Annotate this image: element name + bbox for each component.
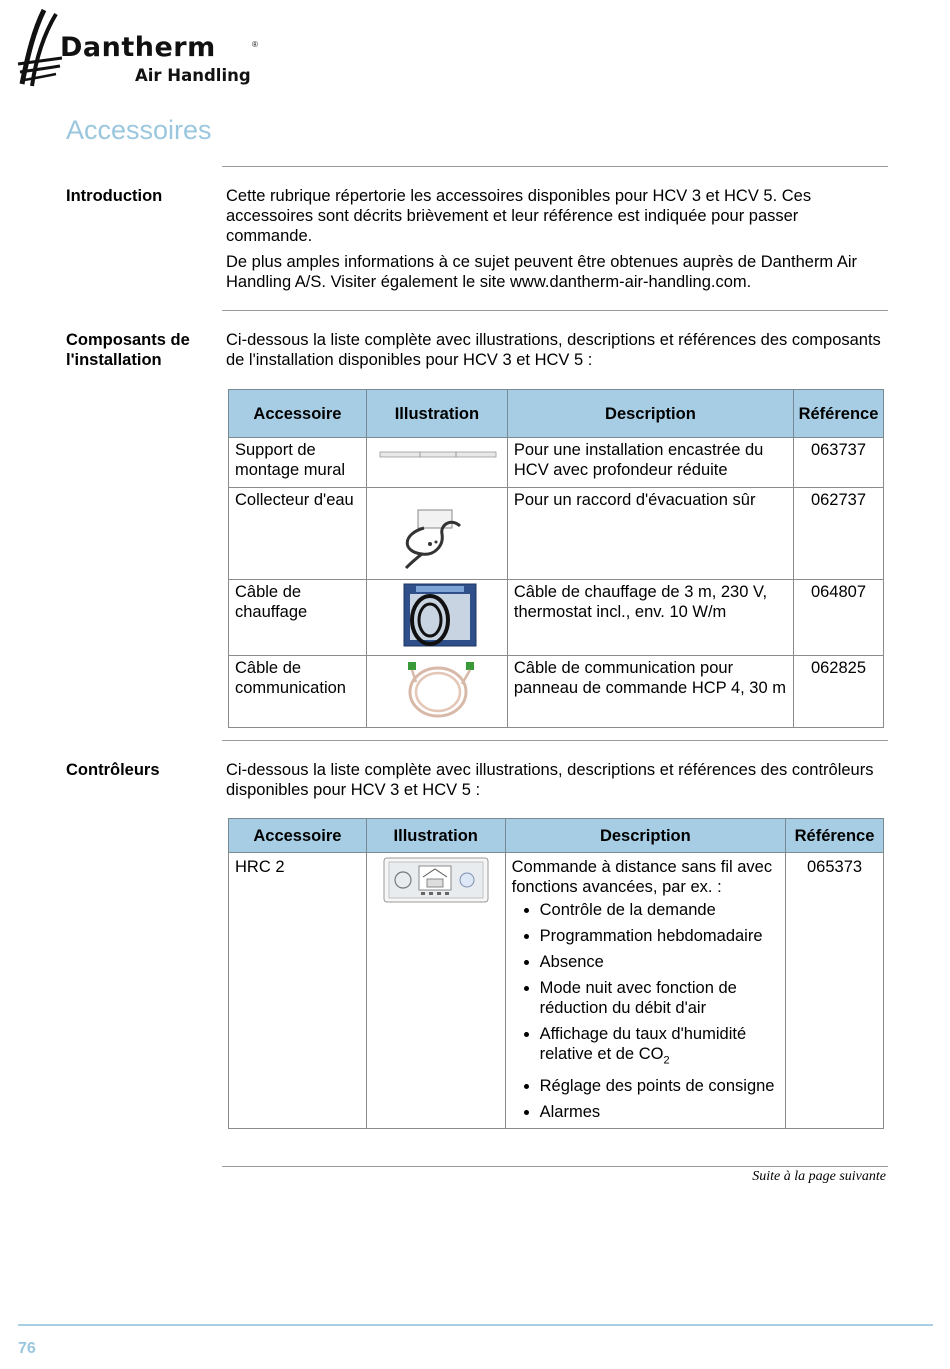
list-item: • Réglage des points de consigne: [540, 1076, 779, 1096]
accessory-cell: Support de montage mural: [229, 438, 367, 488]
intro-heading: Introduction: [66, 187, 163, 205]
list-item: • Contrôle de la demande: [540, 900, 779, 920]
description-cell: Câble de communication pour panneau de commande HCP 4, 30 m: [507, 656, 793, 728]
col-header-accessory: Accessoire: [229, 390, 367, 438]
hrc2-illustration: [366, 853, 505, 1129]
logo-subtitle: Air Handling: [135, 66, 251, 85]
list-item: • Mode nuit avec fonction de réduction du débit d'air: [540, 978, 779, 1018]
table-row: [229, 580, 884, 656]
wall-bracket-illustration: [366, 438, 507, 488]
col-header-illustration: Illustration: [366, 390, 507, 438]
footer-divider: [18, 1324, 933, 1326]
table-row: [229, 853, 884, 1129]
section-divider: [222, 166, 888, 167]
accessory-cell: Câble de chauffage: [229, 580, 367, 656]
continued-note: Suite à la page suivante: [752, 1169, 886, 1184]
co2-subscript: 2: [663, 1054, 670, 1067]
col-header-accessory: Accessoire: [229, 819, 367, 853]
feature-list: [512, 900, 779, 1122]
communication-cable-image: [372, 656, 502, 722]
col-header-description: Description: [505, 819, 785, 853]
controllers-heading: Contrôleurs: [66, 761, 160, 779]
accessory-cell: Collecteur d'eau: [229, 488, 367, 580]
communication-cable-illustration: [366, 656, 507, 728]
page-title: Accessoires: [66, 115, 212, 145]
list-item: • Programmation hebdomadaire: [540, 926, 779, 946]
table-row: [229, 656, 884, 728]
intro-paragraph-2: De plus amples informations à ce sujet peuvent être obtenues auprès de Dantherm Air Handling A/S. Visiter également le site www.dantherm-air-handling.com.: [226, 253, 858, 291]
heating-cable-image: [372, 580, 502, 650]
install-heading: Composants de l'installation: [66, 331, 190, 369]
controllers-text: [226, 760, 886, 806]
dantherm-logo: [14, 6, 264, 90]
intro-text: [226, 186, 886, 298]
list-item: • Alarmes: [540, 1102, 779, 1122]
col-header-reference: Référence: [793, 390, 883, 438]
logo-wordmark: Dantherm: [60, 32, 216, 63]
controllers-intro: Ci-dessous la liste complète avec illustrations, descriptions et références des contrôleurs disponibles pour HCV 3 et HCV 5 :: [226, 761, 874, 799]
list-item: [540, 1024, 779, 1070]
feature-text: Affichage du taux d'humidité relative et de CO: [539, 1025, 747, 1063]
reference-cell: 062825: [793, 656, 883, 728]
table-row: [229, 488, 884, 580]
accessory-cell: Câble de communication: [229, 656, 367, 728]
description-cell: Pour une installation encastrée du HCV avec profondeur réduite: [507, 438, 793, 488]
hrc2-controller-image: [383, 857, 489, 903]
wall-bracket-image: [372, 438, 502, 478]
description-cell: Pour un raccord d'évacuation sûr: [507, 488, 793, 580]
hrc2-description: Commande à distance sans fil avec fonctions avancées, par ex. :: [511, 858, 773, 896]
col-header-description: Description: [507, 390, 793, 438]
controllers-table: [228, 818, 884, 1129]
install-text: [226, 330, 886, 376]
col-header-reference: Référence: [786, 819, 884, 853]
install-intro: Ci-dessous la liste complète avec illustrations, descriptions et références des composants de l'installation disponibles pour HCV 3 et HCV 5 :: [226, 331, 881, 369]
section-divider: [222, 310, 888, 311]
table-row: [229, 438, 884, 488]
accessory-cell: HRC 2: [229, 853, 367, 1129]
section-divider: [222, 740, 888, 741]
reference-cell: 062737: [793, 488, 883, 580]
col-header-illustration: Illustration: [366, 819, 505, 853]
logo-registered: ®: [252, 40, 258, 49]
reference-cell: 065373: [786, 853, 884, 1129]
heating-cable-illustration: [366, 580, 507, 656]
section-divider: [222, 1166, 888, 1167]
description-cell: Câble de chauffage de 3 m, 230 V, thermostat incl., env. 10 W/m: [507, 580, 793, 656]
install-components-table: [228, 389, 884, 728]
water-trap-image: [372, 488, 502, 574]
reference-cell: 064807: [793, 580, 883, 656]
table-header-row: [229, 390, 884, 438]
water-trap-illustration: [366, 488, 507, 580]
page-number: 76: [18, 1340, 36, 1357]
table-header-row: [229, 819, 884, 853]
reference-cell: 063737: [793, 438, 883, 488]
description-cell: [505, 853, 785, 1129]
intro-paragraph-1: Cette rubrique répertorie les accessoires disponibles pour HCV 3 et HCV 5. Ces accessoires sont décrits brièvement et leur référence est indiquée pour passer commande.: [226, 187, 812, 245]
list-item: • Absence: [540, 952, 779, 972]
